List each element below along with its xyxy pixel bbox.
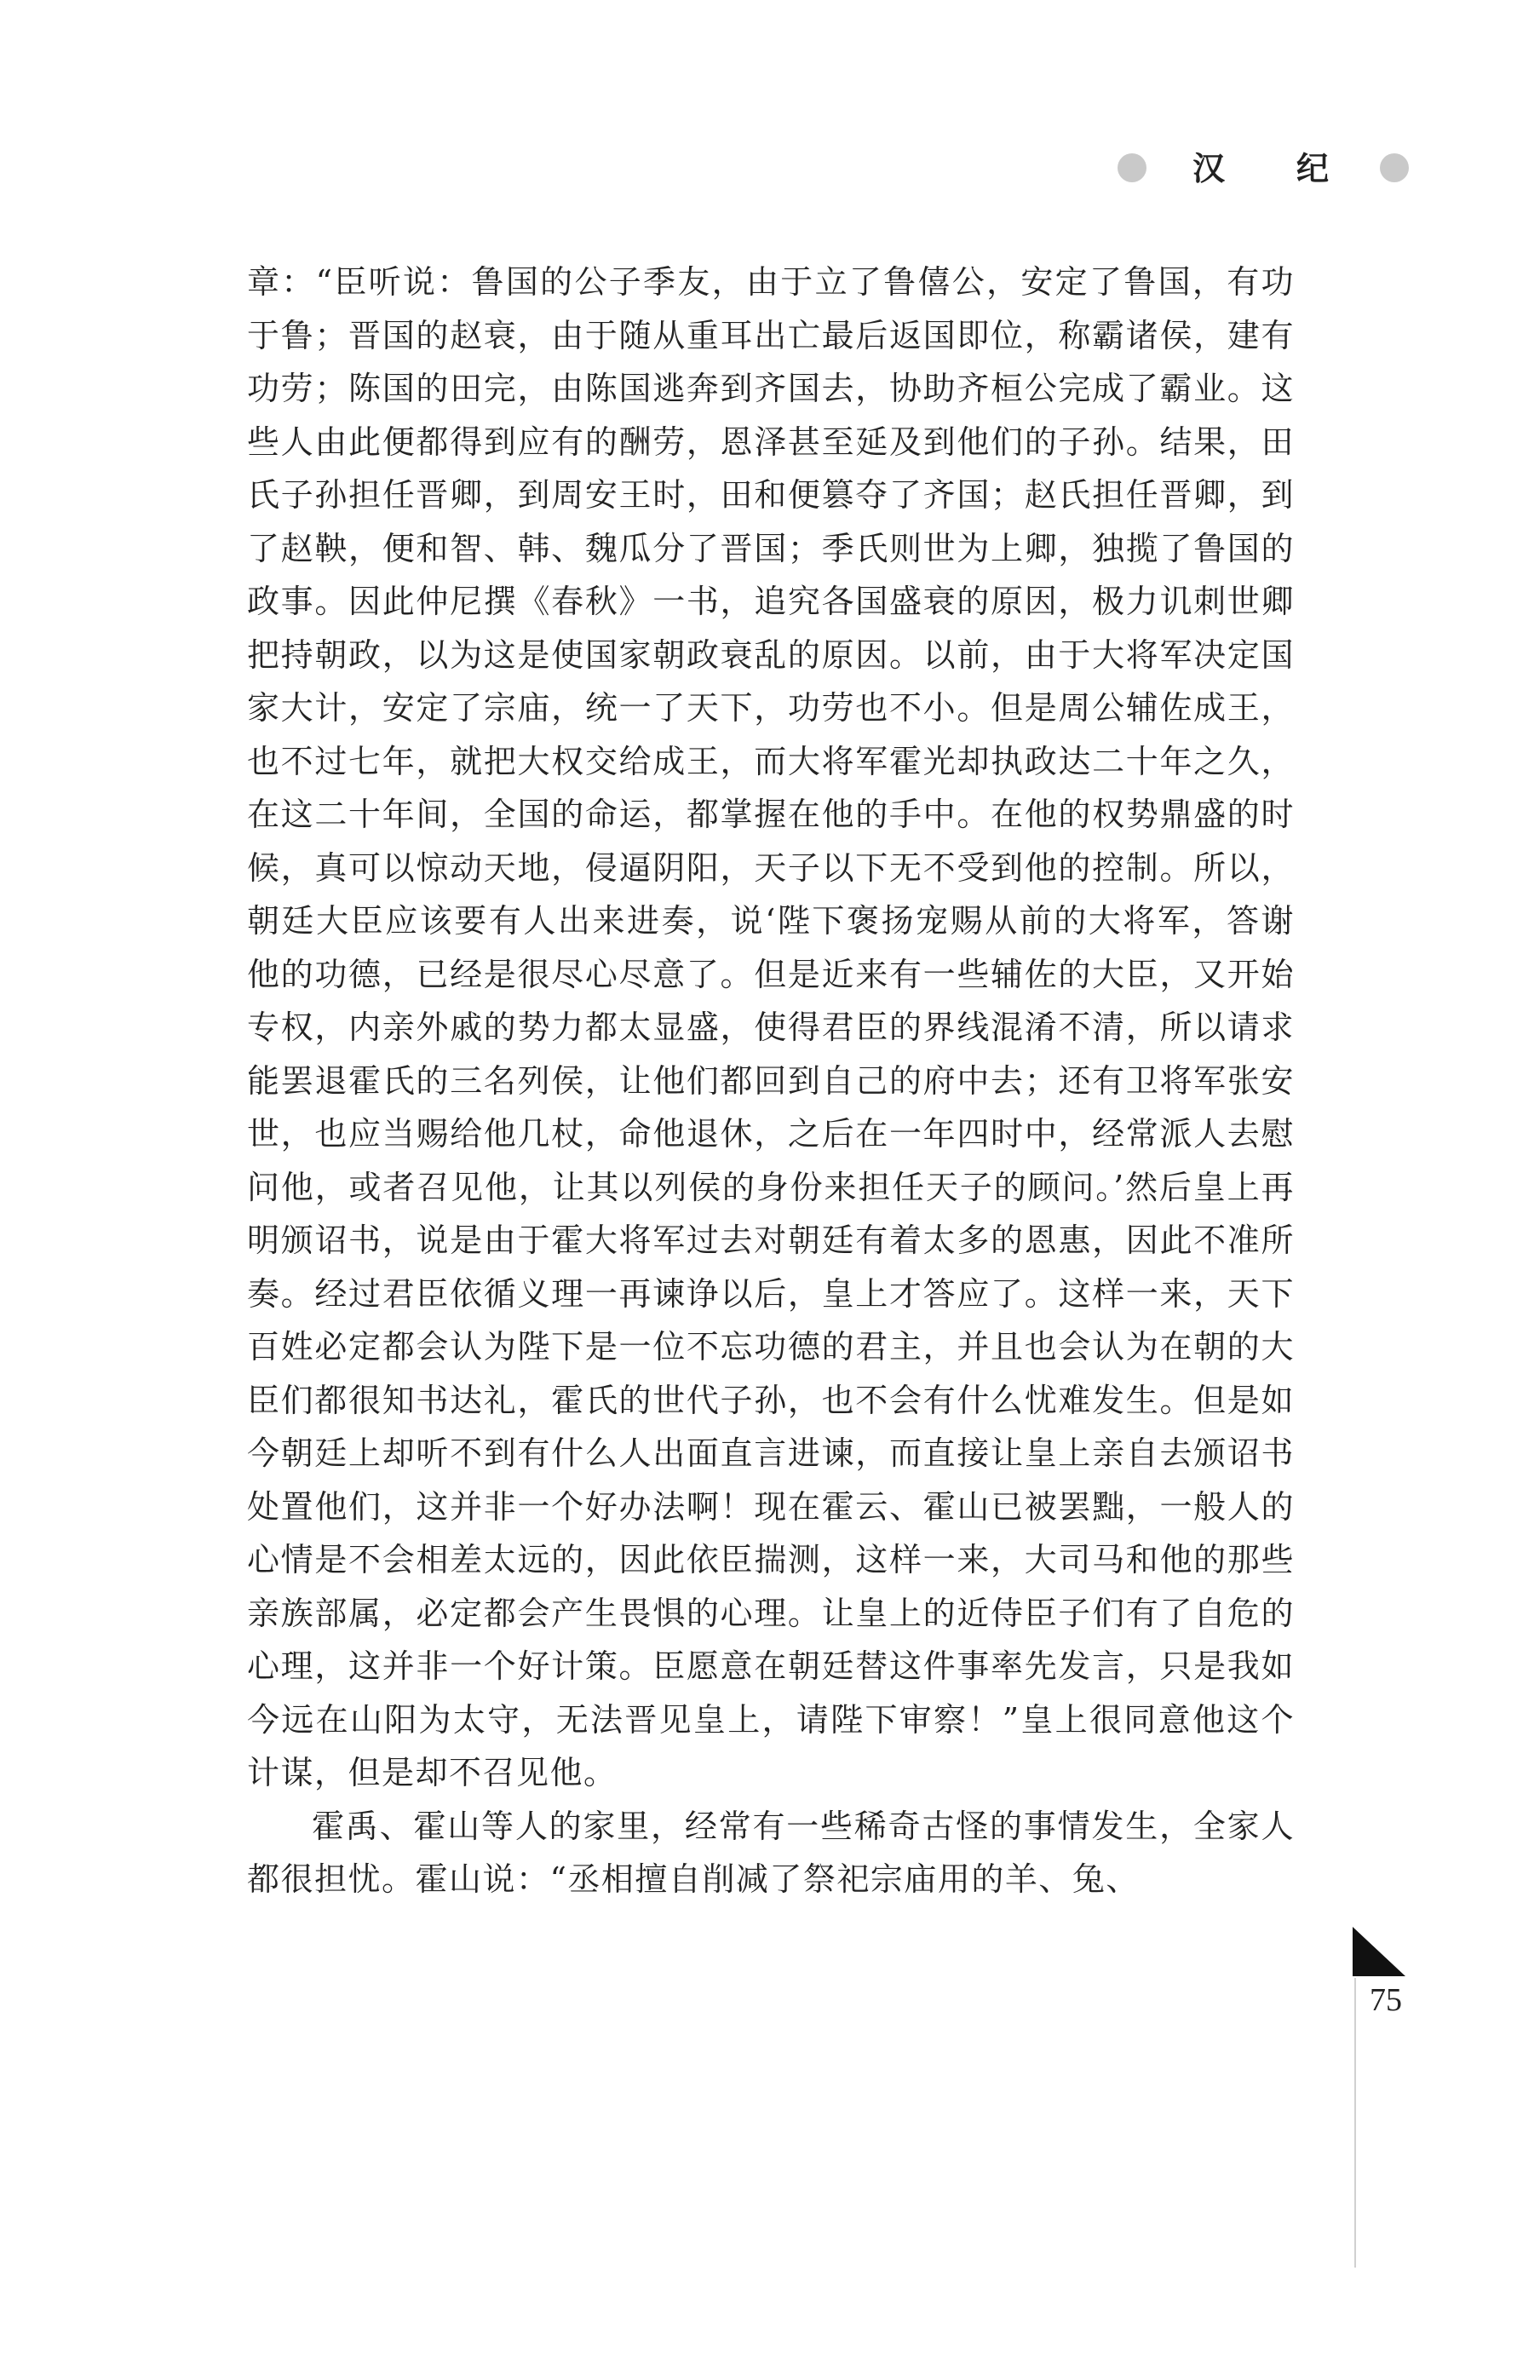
header-title-char-1: 汉: [1192, 150, 1226, 187]
margin-divider-line: [1354, 1978, 1356, 2268]
body-text: [247, 256, 1295, 1906]
paragraph-1: 章：“臣听说：鲁国的公子季友，由于立了鲁僖公，安定了鲁国，有功于鲁；晋国的赵衰，由于随从重耳出亡最后返国即位，称霸诸侯，建有功劳；陈国的田完，由陈国逃奔到齐国去，协助齐桓公完成了霸业。这些人由此便都得到应有的酬劳，恩泽甚至延及到他们的子孙。结果，田氏子孙担任晋卿，到周安王时，田和便篡夺了齐国；赵氏担任晋卿，到了赵鞅，便和智、韩、魏瓜分了晋国；季氏则世为上卿，独揽了鲁国的政事。因此仲尼撰《春秋》一书，追究各国盛衰的原因，极力讥刺世卿把持朝政，以为这是使国家朝政衰乱的原因。以前，由于大将军决定国家大计，安定了宗庙，统一了天下，功劳也不小。但是周公辅佐成王，也不过七年，就把大权交给成王，而大将军霍光却执政达二十年之久，在这二十年间，全国的命运，都掌握在他的手中。在他的权势鼎盛的时候，真可以惊动天地，侵逼阴阳，天子以下无不受到他的控制。所以，朝廷大臣应该要有人出来进奏，说‘陛下褒扬宠赐从前的大将军，答谢他的功德，已经是很尽心尽意了。但是近来有一些辅佐的大臣，又开始专权，内亲外戚的势力都太显盛，使得君臣的界线混淆不清，所以请求能罢退霍氏的三名列侯，让他们都回到自己的府中去；还有卫将军张安世，也应当赐给他几杖，命他退休，之后在一年四时中，经常派人去慰问他，或者召见他，让其以列侯的身份来担任天子的顾问。’然后皇上再明颁诏书，说是由于霍大将军过去对朝廷有着太多的恩惠，因此不准所奏。经过君臣依循义理一再谏诤以后，皇上才答应了。这样一来，天下百姓必定都会认为陛下是一位不忘功德的君主，并且也会认为在朝的大臣们都很知书达礼，霍氏的世代子孙，也不会有什么忧难发生。但是如今朝廷上却听不到有什么人出面直言进谏，而直接让皇上亲自去颁诏书处置他们，这并非一个好办法啊！现在霍云、霍山已被罢黜，一般人的心情是不会相差太远的，因此依臣揣测，这样一来，大司马和他的那些亲族部属，必定都会产生畏惧的心理。让皇上的近侍臣子们有了自危的心理，这并非一个好计策。臣愿意在朝廷替这件事率先发言，只是我如今远在山阳为太守，无法晋见皇上，请陛下审察！”皇上很同意他这个计谋，但是却不召见他。: [247, 263, 1295, 1791]
running-header: [1107, 143, 1422, 194]
page-number: 75: [1370, 1982, 1402, 2018]
header-dot-left-icon: [1118, 153, 1146, 182]
paragraph-2: 霍禹、霍山等人的家里，经常有一些稀奇古怪的事情发生，全家人都很担忧。霍山说：“丞相擅自削减了祭祀宗庙用的羊、兔、: [247, 1807, 1295, 1898]
page-corner-triangle-icon: [1353, 1927, 1405, 1976]
header-title-char-2: 纪: [1296, 150, 1330, 187]
header-dot-right-icon: [1380, 153, 1409, 182]
